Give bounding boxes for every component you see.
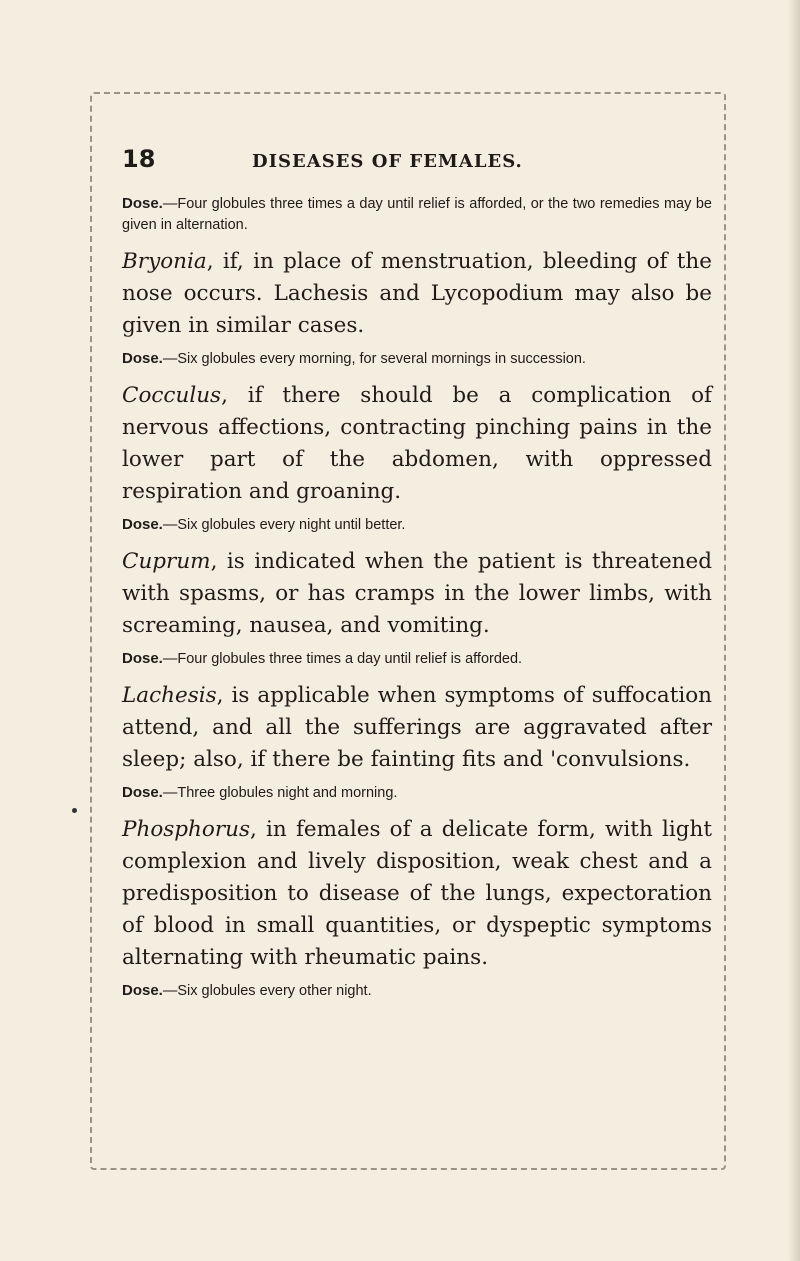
dose-text: —Six globules every morning, for several mornings in succession.: [162, 351, 586, 367]
remedy-paragraph: [122, 546, 712, 642]
remedy-paragraph: [122, 246, 712, 342]
remedy-name: Cuprum: [122, 549, 211, 574]
remedy-text: , is indicated when the patient is threatened with spasms, or has cramps in the lower limbs, with screaming, nausea, and vomiting.: [122, 549, 712, 638]
dose-block: [122, 514, 712, 536]
page-content: [122, 145, 712, 1012]
dose-block: [122, 648, 712, 670]
remedy-text: , in females of a delicate form, with light complexion and lively disposition, weak chest and a predisposition to disease of the lungs, expectoration of blood in small quantities, or dyspeptic symptoms alternating with rheumatic pains.: [122, 817, 712, 970]
dose-label: Dose.: [122, 350, 163, 367]
dose-text: —Four globules three times a day until relief is afforded.: [162, 651, 523, 667]
dose-label: Dose.: [122, 195, 163, 212]
dose-label: Dose.: [122, 784, 163, 801]
page-edge-shadow: [788, 0, 800, 1261]
dose-text: —Six globules every other night.: [162, 983, 372, 999]
running-title: DISEASES OF FEMALES.: [252, 151, 523, 172]
ink-mark: [72, 808, 77, 813]
remedy-paragraph: [122, 380, 712, 508]
remedy-text: , is applicable when symptoms of suffocation attend, and all the sufferings are aggravated after sleep; also, if there be fainting fits and 'convulsions.: [122, 683, 712, 772]
remedy-name: Lachesis: [122, 683, 217, 708]
dose-block: [122, 980, 712, 1002]
dose-label: Dose.: [122, 982, 163, 999]
page-header: [122, 145, 712, 173]
dose-block: [122, 348, 712, 370]
remedy-text: , if there should be a complication of nervous affections, contracting pinching pains in the lower part of the abdomen, with oppressed respiration and groaning.: [122, 383, 712, 504]
dose-text: —Six globules every night until better.: [162, 517, 406, 533]
dose-label: Dose.: [122, 650, 163, 667]
remedy-name: Phosphorus: [122, 817, 251, 842]
dose-text: —Three globules night and morning.: [162, 785, 398, 801]
page-number: 18: [122, 145, 156, 173]
dose-block: [122, 782, 712, 804]
dose-block: [122, 193, 712, 236]
remedy-paragraph: [122, 814, 712, 974]
remedy-name: Bryonia: [122, 249, 207, 274]
remedy-paragraph: [122, 680, 712, 776]
dose-text: —Four globules three times a day until relief is afforded, or the two remedies may be given in alternation.: [122, 196, 712, 233]
remedy-name: Cocculus: [122, 383, 222, 408]
dose-label: Dose.: [122, 516, 163, 533]
remedy-text: , if, in place of menstruation, bleeding of the nose occurs. Lachesis and Lycopodium may also be given in similar cases.: [122, 249, 712, 338]
